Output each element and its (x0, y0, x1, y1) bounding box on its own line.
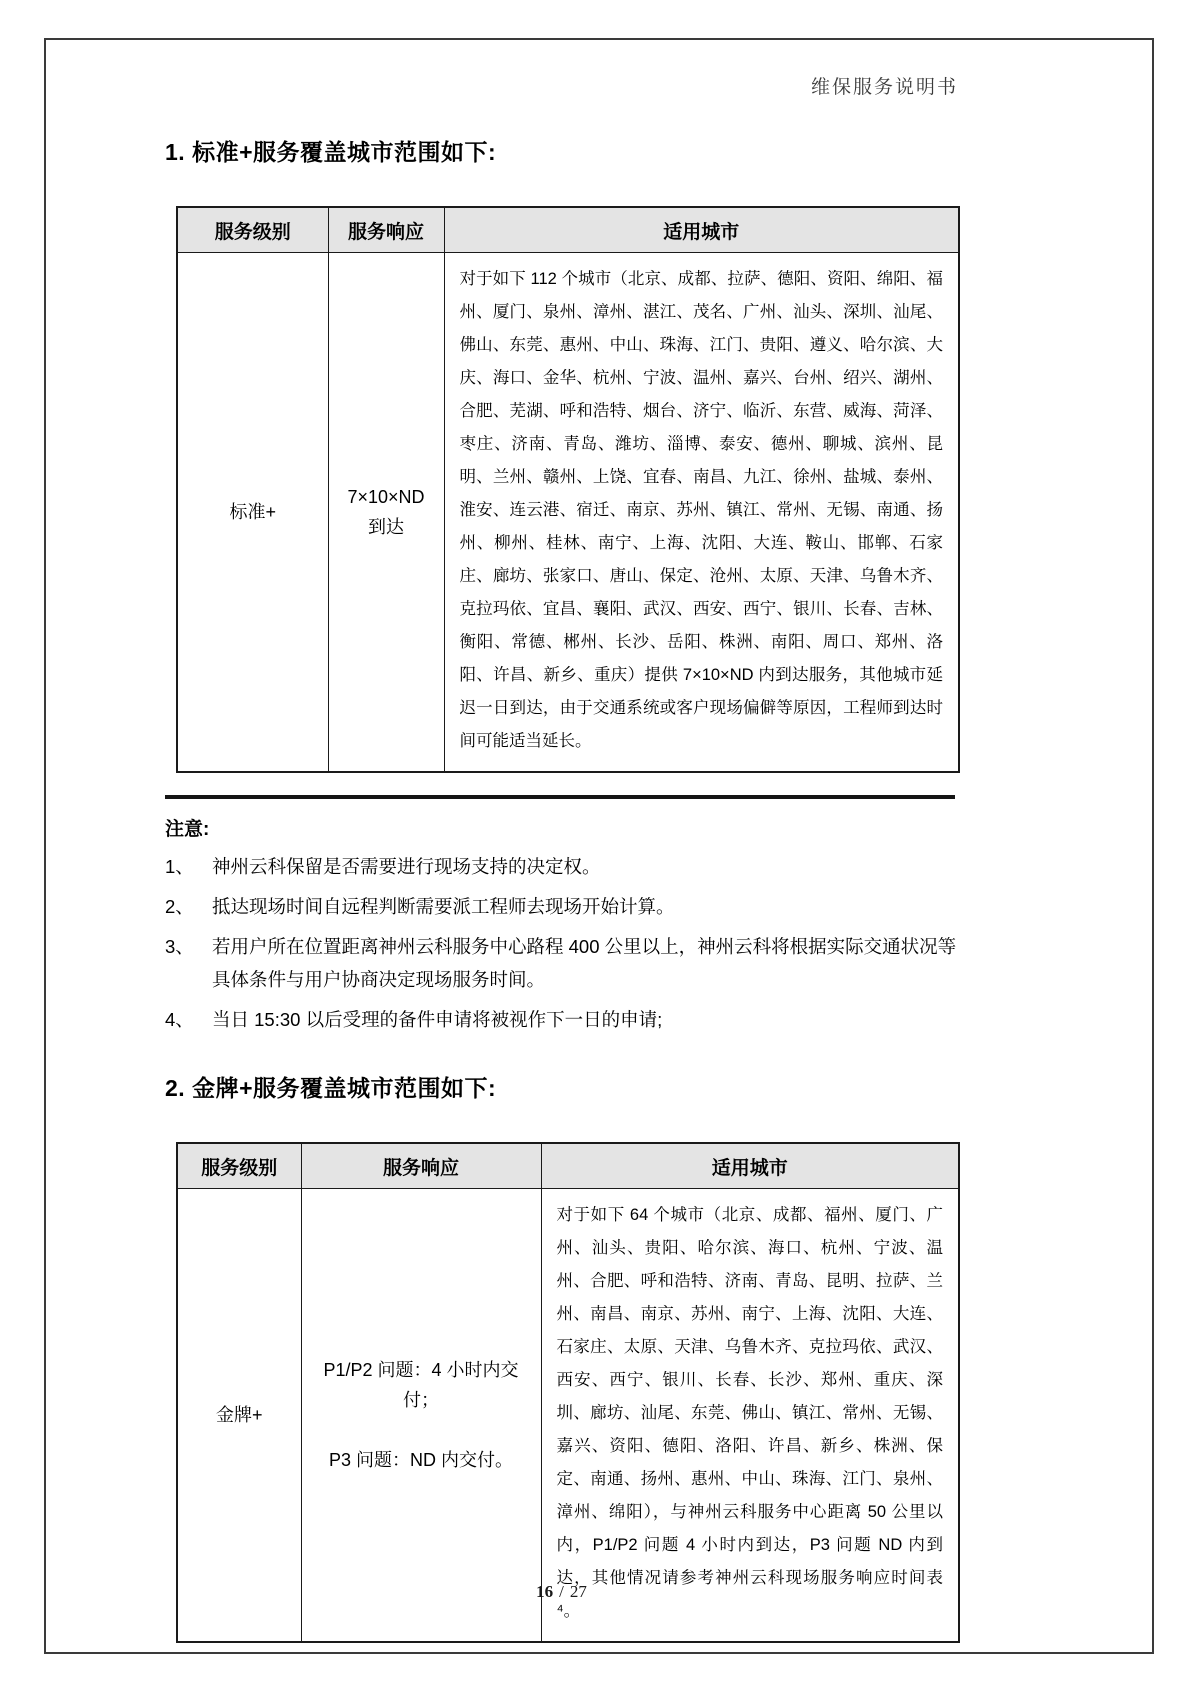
page-number-separator: / (559, 1582, 564, 1601)
applicable-cities-text: 对于如下 112 个城市（北京、成都、拉萨、德阳、资阳、绵阳、福州、厦门、泉州、漳州、湛江、茂名、广州、汕头、深圳、汕尾、佛山、东莞、惠州、中山、珠海、江门、贵阳、遵义、哈尔滨、大庆、海口、金华、杭州、宁波、温州、嘉兴、台州、绍兴、湖州、合肥、芜湖、呼和浩特、烟台、济宁、临沂、东营、威海、菏泽、枣庄、济南、青岛、潍坊、淄博、泰安、德州、聊城、滨州、昆明、兰州、赣州、上饶、宜春、南昌、九江、徐州、盐城、泰州、淮安、连云港、宿迁、南京、苏州、镇江、常州、无锡、南通、扬州、柳州、桂林、南宁、上海、沈阳、大连、鞍山、邯郸、石家庄、廊坊、张家口、唐山、保定、沧州、太原、天津、乌鲁木齐、克拉玛依、宜昌、襄阳、武汉、西安、西宁、银川、长春、吉林、衡阳、常德、郴州、长沙、岳阳、株洲、南阳、周口、郑州、洛阳、许昌、新乡、重庆）提供 7×10×ND 内到达服务，其他城市延迟一日到达，由于交通系统或客户现场偏僻等原因，工程师到达时间可能适当延长。 (444, 253, 959, 773)
section2-heading: 2. 金牌+服务覆盖城市范围如下: (165, 1075, 497, 1101)
response-line-1: P1/P2 问题：4 小时内交付； (323, 1360, 519, 1410)
response-line-2: P3 问题：ND 内交付。 (328, 1450, 514, 1470)
service-level-value: 金牌+ (177, 1189, 301, 1643)
page-content (165, 0, 958, 1643)
col-header-service-level: 服务级别 (177, 1143, 301, 1189)
col-header-service-response: 服务响应 (301, 1143, 541, 1189)
table-row (177, 1189, 959, 1643)
page-footer (165, 1582, 958, 1602)
note-item-3 (165, 930, 958, 996)
note-number: 4、 (165, 1009, 194, 1030)
note-text: 若用户所在位置距离神州云科服务中心路程 400 公里以上，神州云科将根据实际交通状况等具体条件与用户协商决定现场服务时间。 (212, 936, 957, 990)
gold-plus-table (176, 1142, 960, 1643)
response-line-1: 7×10×ND (347, 487, 425, 507)
note-text: 当日 15:30 以后受理的备件申请将被视作下一日的申请; (212, 1009, 663, 1030)
page-number-current: 16 (536, 1582, 554, 1601)
col-header-applicable-cities: 适用城市 (541, 1143, 959, 1189)
note-text: 神州云科保留是否需要进行现场支持的决定权。 (212, 856, 601, 877)
note-number: 3、 (165, 936, 194, 957)
service-response-value (328, 253, 444, 773)
notes-heading: 注意: (165, 819, 210, 840)
table-header-row (177, 1143, 959, 1189)
table-row (177, 253, 959, 773)
note-item-2 (165, 890, 958, 923)
note-number: 1、 (165, 856, 194, 877)
page-number-total: 27 (569, 1582, 587, 1601)
service-level-value: 标准+ (177, 253, 328, 773)
col-header-applicable-cities: 适用城市 (444, 207, 959, 253)
response-line-2: 到达 (368, 517, 404, 537)
table-header-row (177, 207, 959, 253)
service-response-value (301, 1189, 541, 1643)
applicable-cities-text: 对于如下 64 个城市（北京、成都、福州、厦门、广州、汕头、贵阳、哈尔滨、海口、杭州、宁波、温州、合肥、呼和浩特、济南、青岛、昆明、拉萨、兰州、南昌、南京、苏州、南宁、上海、沈阳、大连、石家庄、太原、天津、乌鲁木齐、克拉玛依、武汉、西安、西宁、银川、长春、长沙、郑州、重庆、深圳、廊坊、汕尾、东莞、佛山、镇江、常州、无锡、嘉兴、资阳、德阳、洛阳、许昌、新乡、株洲、保定、南通、扬州、惠州、中山、珠海、江门、泉州、漳州、绵阳），与神州云科服务中心距离 50 公里以内，P1/P2 问题 4 小时内到达，P3 问题 ND 内到达，其他情况请参考神州云科现场服务响应时间表 ⁴。 (541, 1189, 959, 1643)
section1-heading: 1. 标准+服务覆盖城市范围如下: (165, 139, 497, 165)
note-number: 2、 (165, 896, 194, 917)
document-header-title: 维保服务说明书 (810, 77, 958, 98)
note-text: 抵达现场时间自远程判断需要派工程师去现场开始计算。 (212, 896, 675, 917)
col-header-service-response: 服务响应 (328, 207, 444, 253)
col-header-service-level: 服务级别 (177, 207, 328, 253)
standard-plus-table (176, 206, 960, 773)
note-item-4 (165, 1003, 958, 1036)
section-divider-rule (165, 795, 955, 799)
note-item-1 (165, 850, 958, 883)
